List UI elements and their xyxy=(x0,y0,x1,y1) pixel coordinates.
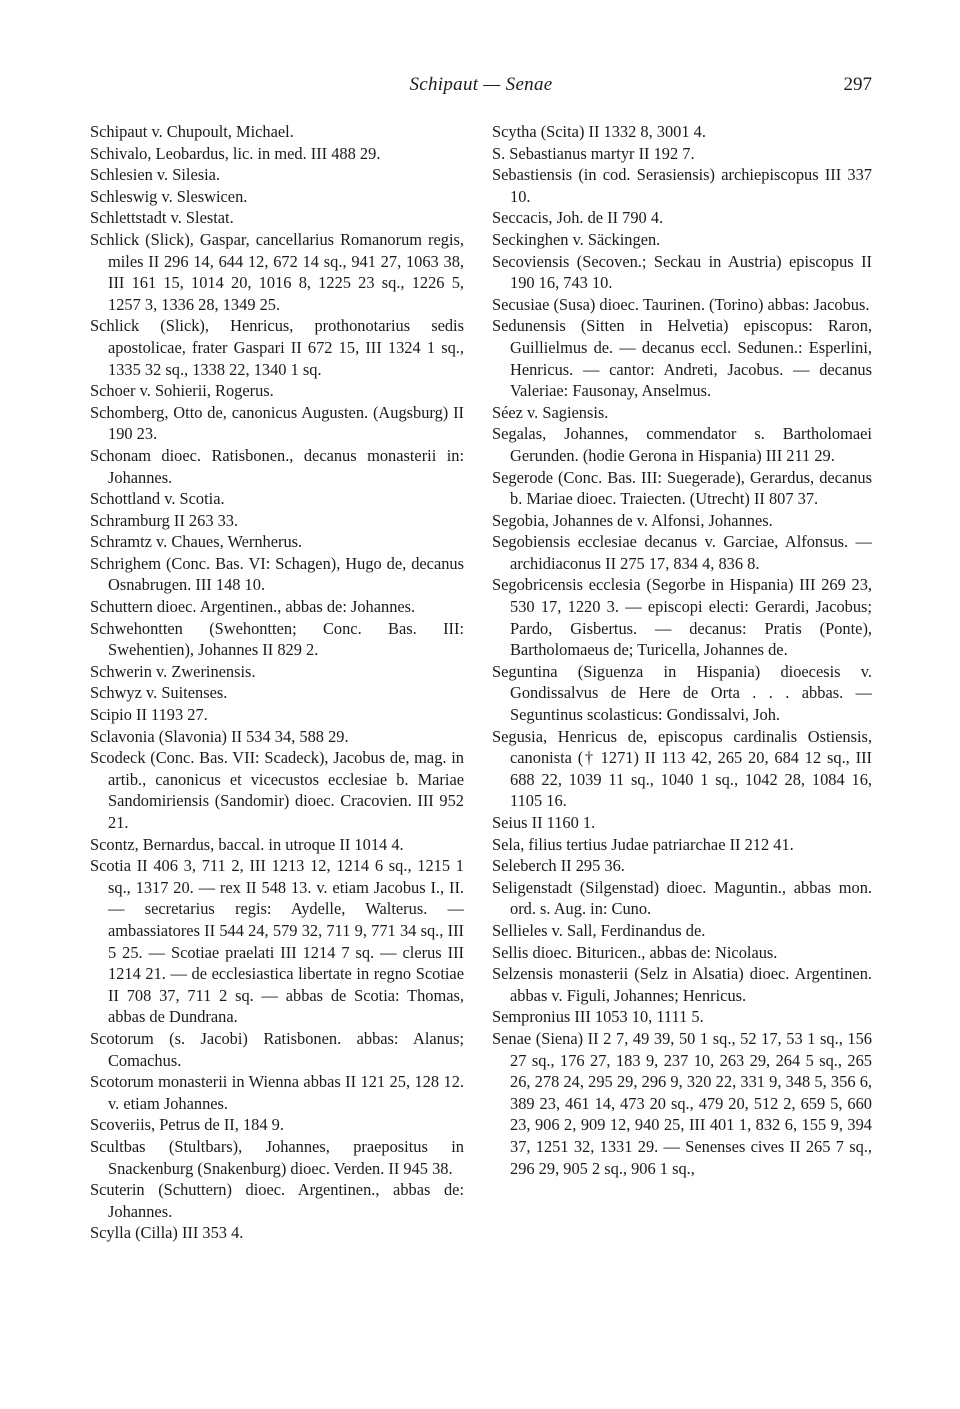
index-entry: Schlesien v. Silesia. xyxy=(90,165,221,185)
index-entry: Schivalo, Leobardus, lic. in med. III 488 29. xyxy=(90,143,381,163)
index-entry: Séez v. Sagiensis. xyxy=(492,402,609,422)
running-header xyxy=(90,70,872,104)
page-number: 297 xyxy=(843,74,872,95)
index-entry: Segerode (Conc. Bas. III: Suegerade), Gerardus, decanus b. Mariae dioec. Traiecten. (Utrecht) II 807 37. xyxy=(492,467,872,509)
index-entry: Scultbas (Stultbars), Johannes, praepositus in Snackenburg (Snakenburg) dioec. Verden. II 945 38. xyxy=(90,1136,464,1178)
index-entry: Sedunensis (Sitten in Helvetia) episcopus: Raron, Guillielmus de. — decanus eccl. Sedunen.: Esperlini, Henricus. — cantor: Andreti, Jacobus. — decanus Valeriae: Fausonay, Anselmus. xyxy=(492,316,872,401)
index-entry: Segusia, Henricus de, episcopus cardinalis Ostiensis, canonista († 1271) II 113 42, 265 20, 684 12 sq., III 688 22, 1039 11 sq., 1040 1 sq., 1042 28, 1084 16, 1105 16. xyxy=(492,726,872,811)
index-entry: Schomberg, Otto de, canonicus Augusten. (Augsburg) II 190 23. xyxy=(90,402,464,444)
index-entry: Schleswig v. Sleswicen. xyxy=(90,186,248,206)
index-entry: Schottland v. Scotia. xyxy=(90,489,225,509)
index-entry: Schlettstadt v. Slestat. xyxy=(90,208,234,228)
index-entry: Seccacis, Joh. de II 790 4. xyxy=(492,208,664,228)
index-entry: Seleberch II 295 36. xyxy=(492,856,625,876)
index-entry: Schramburg II 263 33. xyxy=(90,510,239,530)
index-entry: Schlick (Slick), Henricus, prothonotarius sedis apostolicae, frater Gaspari II 672 15, III 1324 1 sq., 1335 32 sq., 1338 22, 1340 1 sq. xyxy=(90,316,464,379)
index-entry: S. Sebastianus martyr II 192 7. xyxy=(492,143,695,163)
index-entry: Schonam dioec. Ratisbonen., decanus monasterii in: Johannes. xyxy=(90,445,464,487)
left-column xyxy=(90,121,464,1244)
index-entry: Sebastiensis (in cod. Serasiensis) archiepiscopus III 337 10. xyxy=(492,165,872,206)
index-entry: Scoveriis, Petrus de II, 184 9. xyxy=(90,1115,284,1135)
index-entry: Schuttern dioec. Argentinen., abbas de: Johannes. xyxy=(90,597,416,617)
index-entry: Segobiensis ecclesiae decanus v. Garciae, Alfonsus. — archidiaconus II 275 17, 834 4, 836 8. xyxy=(492,532,872,573)
index-entry: Senae (Siena) II 2 7, 49 39, 50 1 sq., 52 17, 53 1 sq., 156 27 sq., 176 27, 183 9, 237 10, 263 29, 264 5 sq., 265 26, 278 24, 295 29, 296 9, 320 22, 331 9, 348 5, 356 6, 389 23, 461 14, 473 20 sq., 479 20, 512 2, 659 5, 660 23, 906 2, 909 12, 940 25, III 401 1, 832 6, 155 9, 394 37, 1251 32, 1331 29. — Senenses cives II 265 7 sq., 296 29, 905 2 sq., 906 1 sq., xyxy=(492,1028,872,1178)
index-entry: Segobia, Johannes de v. Alfonsi, Johannes. xyxy=(492,510,773,530)
index-entry: Secoviensis (Secoven.; Seckau in Austria) episcopus II 190 16, 743 10. xyxy=(492,251,872,293)
index-entry: Schwyz v. Suitenses. xyxy=(90,683,228,703)
index-entry: Seius II 1160 1. xyxy=(492,813,596,832)
index-entry: Sempronius III 1053 10, 1111 5. xyxy=(492,1007,704,1027)
index-entry: Schramtz v. Chaues, Wernherus. xyxy=(90,532,303,552)
index-entry: Segalas, Johannes, commendator s. Bartholomaei Gerunden. (hodie Gerona in Hispania) III 211 29. xyxy=(492,424,872,465)
index-entry: Scodeck (Conc. Bas. VII: Scadeck), Jacobus de, mag. in artib., canonicus et vicecustos ecclesiae b. Mariae Sandomiriensis (Sandomir) dioec. Cracovien. III 952 21. xyxy=(90,748,464,832)
index-entry: Schwehontten (Swehontten; Conc. Bas. III: Swehentien), Johannes II 829 2. xyxy=(90,618,464,660)
index-entry: Schoer v. Sohierii, Rogerus. xyxy=(90,381,274,401)
index-entry: Scytha (Scita) II 1332 8, 3001 4. xyxy=(492,122,706,141)
index-entry: Scotorum (s. Jacobi) Ratisbonen. abbas: Alanus; Comachus. xyxy=(90,1028,464,1070)
index-entry: Scotorum monasterii in Wienna abbas II 121 25, 128 12. v. etiam Johannes. xyxy=(90,1072,464,1113)
index-entry: Schwerin v. Zwerinensis. xyxy=(90,661,256,681)
index-entry: Scipio II 1193 27. xyxy=(90,705,208,725)
index-entry: Scotia II 406 3, 711 2, III 1213 12, 1214 6 sq., 1215 1 sq., 1317 20. — rex II 548 13. v. etiam Jacobus I., II. — secretarius regis: Aydelle, Walterus. — ambassiatores II 544 24, 579 32, 711 9, 771 34 sq., III 5 25. — Scotiae praelati III 1214 7 sq. — clerus III 1214 21. — de ecclesiastica libertate in regno Scotiae II 708 37, 711 2 sq. — abbas de Scotia: Thomas, abbas de Dundrana. xyxy=(90,856,464,1027)
index-entry: Sela, filius tertius Judae patriarchae II 212 41. xyxy=(492,834,794,854)
index-entry: Scuterin (Schuttern) dioec. Argentinen., abbas de: Johannes. xyxy=(90,1180,464,1221)
running-title: Schipaut — Senae xyxy=(409,74,553,95)
index-entry: Seligenstadt (Silgenstad) dioec. Maguntin., abbas mon. ord. s. Aug. in: Cuno. xyxy=(492,877,872,919)
index-entry: Schipaut v. Chupoult, Michael. xyxy=(90,122,294,141)
index-entry: Scylla (Cilla) III 353 4. xyxy=(90,1223,244,1243)
index-entry: Sellieles v. Sall, Ferdinandus de. xyxy=(492,920,706,940)
index-entry: Sclavonia (Slavonia) II 534 34, 588 29. xyxy=(90,726,349,746)
index-entry: Seguntina (Siguenza in Hispania) dioecesis v. Gondissalvus de Here de Orta . . . abbas. — Seguntinus scolasticus: Gondissalvi, Joh. xyxy=(492,661,872,725)
index-entry: Seckinghen v. Säckingen. xyxy=(492,229,661,249)
index-entry: Scontz, Bernardus, baccal. in utroque II 1014 4. xyxy=(90,834,404,854)
index-entry: Selzensis monasterii (Selz in Alsatia) dioec. Argentinen. abbas v. Figuli, Johannes; Henricus. xyxy=(492,964,872,1005)
index-entry: Segobricensis ecclesia (Segorbe in Hispania) III 269 23, 530 17, 1220 3. — episcopi electi: Gerardi, Jacobus; Pardo, Gisbertus. — decanus: Pratis (Ponte), Bartholomaeus de; Turicella, Johannes de. xyxy=(492,575,872,660)
right-column xyxy=(492,121,872,1179)
index-entry: Secusiae (Susa) dioec. Taurinen. (Torino) abbas: Jacobus. xyxy=(492,294,870,314)
index-entry: Schrighem (Conc. Bas. VI: Schagen), Hugo de, decanus Osnabrugen. III 148 10. xyxy=(90,553,464,595)
index-entry: Sellis dioec. Bituricen., abbas de: Nicolaus. xyxy=(492,942,778,962)
index-entry: Schlick (Slick), Gaspar, cancellarius Romanorum regis, miles II 296 14, 644 12, 672 14 sq., 941 27, 1063 38, III 161 15, 1014 20, 1016 8, 1225 23 sq., 1226 5, 1257 3, 1336 28, 1349 25. xyxy=(90,229,464,314)
